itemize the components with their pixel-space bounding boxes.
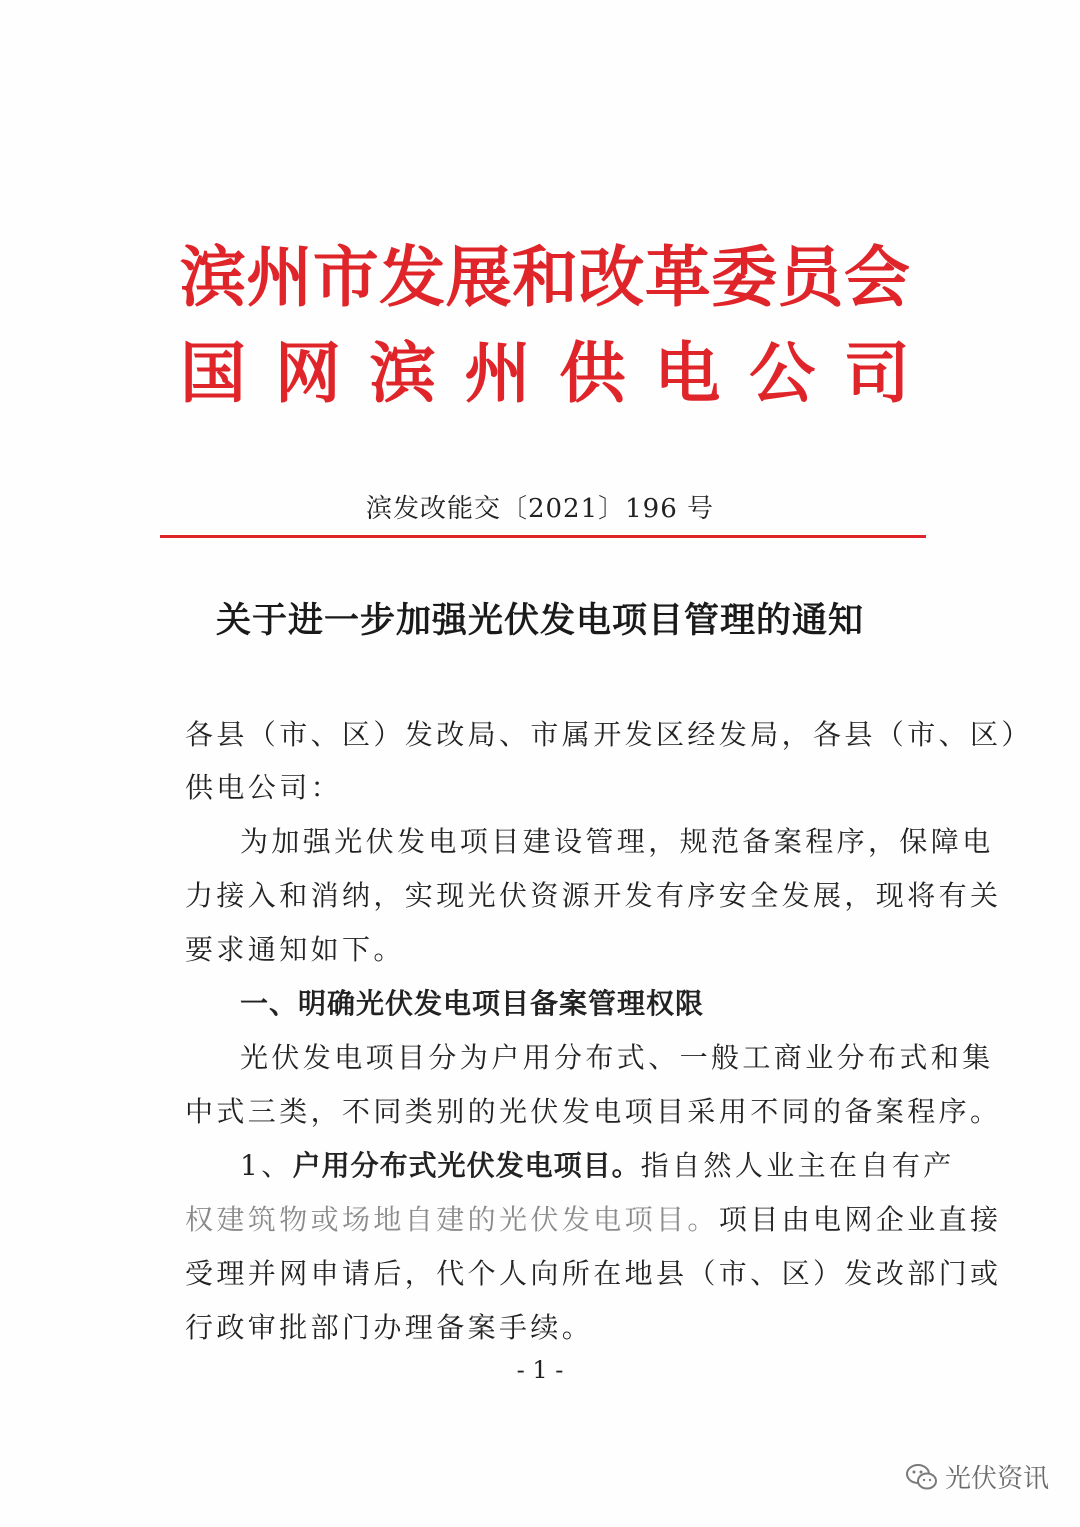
letterhead-char: 革 (644, 239, 711, 316)
intro-line-1: 为加强光伏发电项目建设管理，规范备案程序，保障电 (240, 825, 994, 858)
addressee-line-1: 各县（市、区）发改局、市属开发区经发局，各县（市、区） (185, 718, 1033, 751)
intro-line-2: 力接入和消纳，实现光伏资源开发有序安全发展，现将有关 (185, 879, 1002, 912)
letterhead-char: 发 (379, 239, 446, 316)
item-1-faint-text: 权建筑物或场地自建的光伏发电项目。 (185, 1203, 719, 1236)
section-1-line-2: 中式三类，不同类别的光伏发电项目采用不同的备案程序。 (185, 1095, 1002, 1128)
letterhead-char: 会 (843, 239, 910, 316)
letterhead-char: 网 (274, 335, 341, 412)
letterhead-char: 和 (511, 239, 578, 316)
letterhead-char: 委 (711, 239, 778, 316)
document-number: 滨发改能交〔2021〕196 号 (365, 494, 715, 524)
letterhead-char: 州 (246, 239, 313, 316)
letterhead-char: 供 (559, 335, 626, 412)
letterhead-char: 展 (445, 239, 512, 316)
section-1-heading: 一、明确光伏发电项目备案管理权限 (240, 987, 705, 1020)
item-1-line-3: 受理并网申请后，代个人向所在地县（市、区）发改部门或 (185, 1257, 1002, 1290)
letterhead-line-1 (180, 232, 910, 324)
letterhead-char: 国 (180, 335, 246, 412)
letterhead-char: 市 (312, 239, 379, 316)
watermark (905, 1458, 1049, 1495)
intro-line-3: 要求通知如下。 (185, 933, 405, 966)
letterhead-char: 滨 (180, 239, 246, 316)
addressee-line-2: 供电公司： (185, 771, 343, 804)
item-1-prefix: 1、 (240, 1149, 293, 1182)
item-1-line-1 (240, 1146, 955, 1186)
wechat-icon (905, 1462, 939, 1492)
letterhead-char: 员 (777, 239, 844, 316)
letterhead-char: 司 (843, 335, 910, 412)
letterhead-char: 公 (749, 335, 816, 412)
watermark-text: 光伏资讯 (945, 1464, 1050, 1494)
page-number: - 1 - (516, 1356, 564, 1384)
section-1-line-1: 光伏发电项目分为户用分布式、一般工商业分布式和集 (240, 1041, 994, 1074)
letterhead-char: 州 (464, 335, 531, 412)
item-1-line-4: 行政审批部门办理备案手续。 (185, 1311, 594, 1344)
red-divider-line (160, 535, 926, 538)
letterhead-char: 改 (578, 239, 645, 316)
item-1-line-2 (185, 1200, 1001, 1240)
letterhead-char: 电 (654, 335, 721, 412)
item-1-heading: 户用分布式光伏发电项目。 (292, 1149, 641, 1182)
item-1-line-2-text: 项目由电网企业直接 (718, 1203, 1002, 1236)
letterhead-line-2 (180, 328, 910, 420)
notice-title: 关于进一步加强光伏发电项目管理的通知 (215, 601, 864, 641)
item-1-text: 指自然人业主在自有产 (640, 1149, 955, 1182)
letterhead-char: 滨 (369, 335, 436, 412)
